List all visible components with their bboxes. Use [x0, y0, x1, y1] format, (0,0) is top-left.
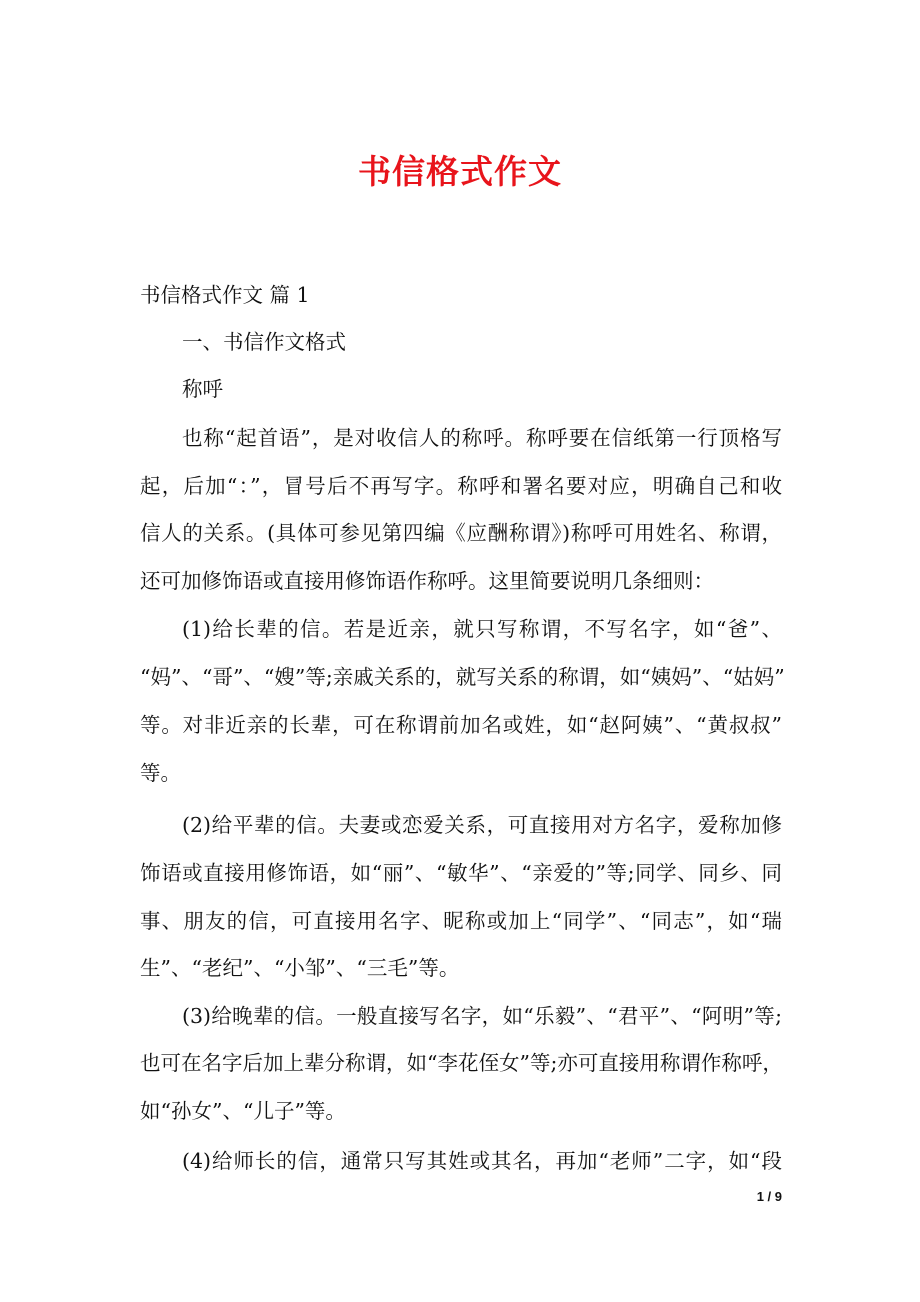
- text-line: 如“孙女”、“儿子”等。: [140, 1099, 346, 1123]
- text-line: (3)给晚辈的信。一般直接写名字，如“乐毅”、“君平”、“阿明”等;: [182, 1004, 782, 1028]
- document-title: 书信格式作文: [358, 152, 562, 191]
- text-line: 也称“起首语”，是对收信人的称呼。称呼要在信纸第一行顶格写: [182, 426, 782, 450]
- text-line: 饰语或直接用修饰语，如“丽”、“敏华”、“亲爱的”等;同学、同乡、同: [140, 861, 782, 885]
- text-line: 生”、“老纪”、“小邹”、“三毛”等。: [140, 956, 460, 980]
- text-line: 起，后加“：”，冒号后不再写字。称呼和署名要对应，明确自己和收: [140, 474, 782, 498]
- section-heading: 书信格式作文 篇 1: [140, 283, 310, 307]
- text-line: (1)给长辈的信。若是近亲，就只写称谓，不写名字，如“爸”、: [182, 617, 782, 641]
- text-line: 信人的关系。(具体可参见第四编《应酬称谓》)称呼可用姓名、称谓，: [140, 521, 782, 545]
- text-line: 一、书信作文格式: [182, 330, 346, 354]
- text-line: 等。: [140, 761, 181, 785]
- text-line: 称呼: [182, 377, 223, 401]
- text-line: (2)给平辈的信。夫妻或恋爱关系，可直接用对方名字，爱称加修: [182, 813, 782, 837]
- text-line: 也可在名字后加上辈分称谓，如“李花侄女”等;亦可直接用称谓作称呼，: [140, 1051, 783, 1075]
- text-line: 事、朋友的信，可直接用名字、昵称或加上“同学”、“同志”，如“瑞: [140, 909, 782, 933]
- text-line: “妈”、“哥”、“嫂”等;亲戚关系的，就写关系的称谓，如“姨妈”、“姑妈”: [140, 665, 785, 689]
- text-line: 等。对非近亲的长辈，可在称谓前加名或姓，如“赵阿姨”、“黄叔叔”: [140, 713, 782, 737]
- page-number: 1 / 9: [756, 1189, 782, 1204]
- text-line: 还可加修饰语或直接用修饰语作称呼。这里简要说明几条细则：: [140, 569, 714, 593]
- text-line: (4)给师长的信，通常只写其姓或其名，再加“老师”二字，如“段: [182, 1149, 782, 1173]
